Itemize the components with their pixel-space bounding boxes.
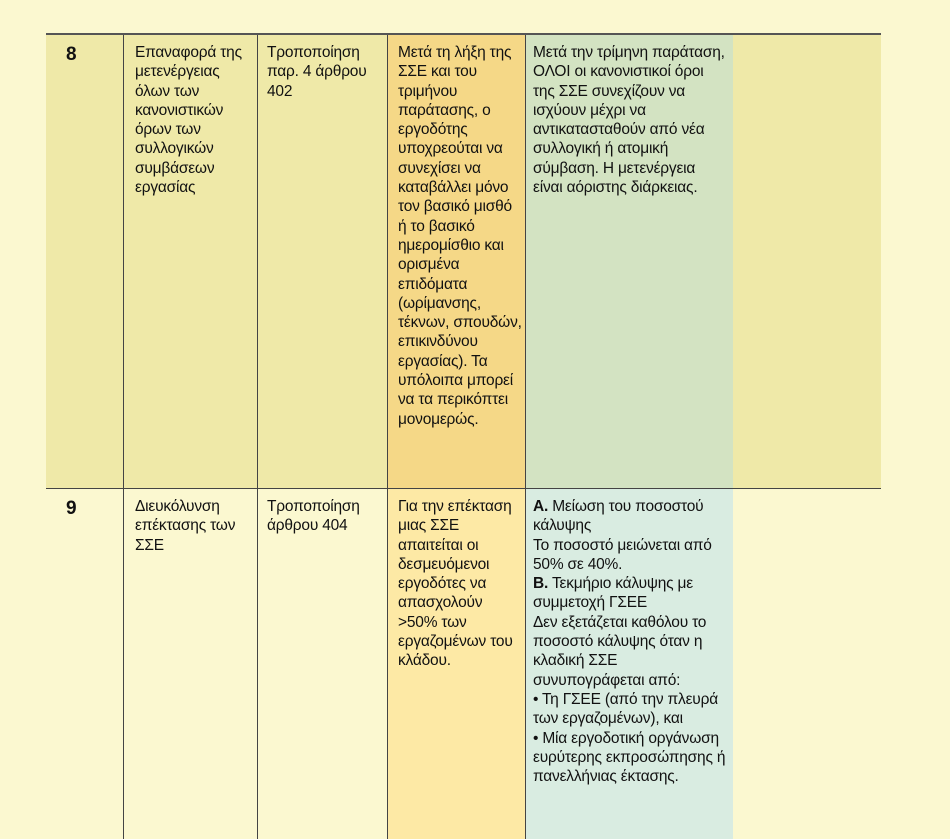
- before-cell: Μετά τη λήξη της ΣΣΕ και του τριμήνου παράτασης, ο εργοδότης υποχρεούται να συνεχίσει να καταβάλλει μόνο τον βασικό μισθό ή το βασικό ημερομίσθιο και ορισμένα επιδόματα (ωρίμανσης, τέκνων, σπουδών, επικινδύνου εργασίας). Τα υπόλοιπα μπορεί να τα περικόπτει μονομερώς.: [387, 35, 525, 488]
- reform-cell: Επαναφορά της μετενέργειας όλων των κανονιστικών όρων των συλλογικών συμβάσεων εργασίας: [135, 44, 242, 197]
- section-a-title: Μείωση του ποσοστού κάλυψης: [533, 498, 704, 535]
- comparison-table: [46, 33, 881, 839]
- section-b-label: Β.: [533, 575, 549, 593]
- column-divider: [387, 35, 388, 488]
- after-cell: Μετά την τρίμηνη παράταση, ΟΛΟΙ οι κανονιστικοί όροι της ΣΣΕ συνεχίζουν να ισχύουν μέχρι να αντικατασταθούν από νέα συλλογική ή ατομική σύμβαση. Η μετενέργεια είναι αόριστης διάρκειας.: [525, 35, 733, 488]
- section-b-title: Τεκμήριο κάλυψης με συμμετοχή ΓΣΕΕ: [533, 575, 693, 612]
- article-cell: Τροποποίηση παρ. 4 άρθρου 402: [267, 44, 367, 100]
- section-a-label: Α.: [533, 498, 549, 515]
- table-row-9: [46, 489, 881, 839]
- table-row-8: [46, 35, 881, 488]
- column-divider: [123, 35, 124, 488]
- row-number: 9: [66, 498, 77, 519]
- column-divider: [257, 489, 258, 839]
- column-divider: [525, 35, 526, 488]
- column-divider: [387, 489, 388, 839]
- bullet-item: • Τη ΓΣΕΕ (από την πλευρά των εργαζομένων), και: [533, 690, 718, 728]
- column-divider: [123, 489, 124, 839]
- after-section-a: [533, 497, 727, 536]
- column-divider: [257, 35, 258, 488]
- before-cell: Για την επέκταση μιας ΣΣΕ απαιτείται οι δεσμευόμενοι εργοδότες να απασχολούν >50% των εργαζομένων του κλάδου.: [387, 489, 525, 839]
- reform-cell: Διευκόλυνση επέκτασης των ΣΣΕ: [135, 498, 236, 554]
- row-number: 8: [66, 44, 77, 65]
- column-divider: [525, 489, 526, 839]
- after-section-b: [533, 574, 727, 613]
- section-b-text: Δεν εξετάζεται καθόλου το ποσοστό κάλυψης όταν η κλαδική ΣΣΕ συνυπογράφεται από:: [533, 613, 707, 689]
- after-cell: [525, 489, 733, 839]
- article-cell: Τροποποίηση άρθρου 404: [267, 498, 360, 535]
- section-a-text: Το ποσοστό μειώνεται από 50% σε 40%.: [533, 536, 712, 573]
- bullet-item: • Μία εργοδοτική οργάνωση ευρύτερης εκπροσώπησης ή πανελλήνιας έκτασης.: [533, 729, 726, 786]
